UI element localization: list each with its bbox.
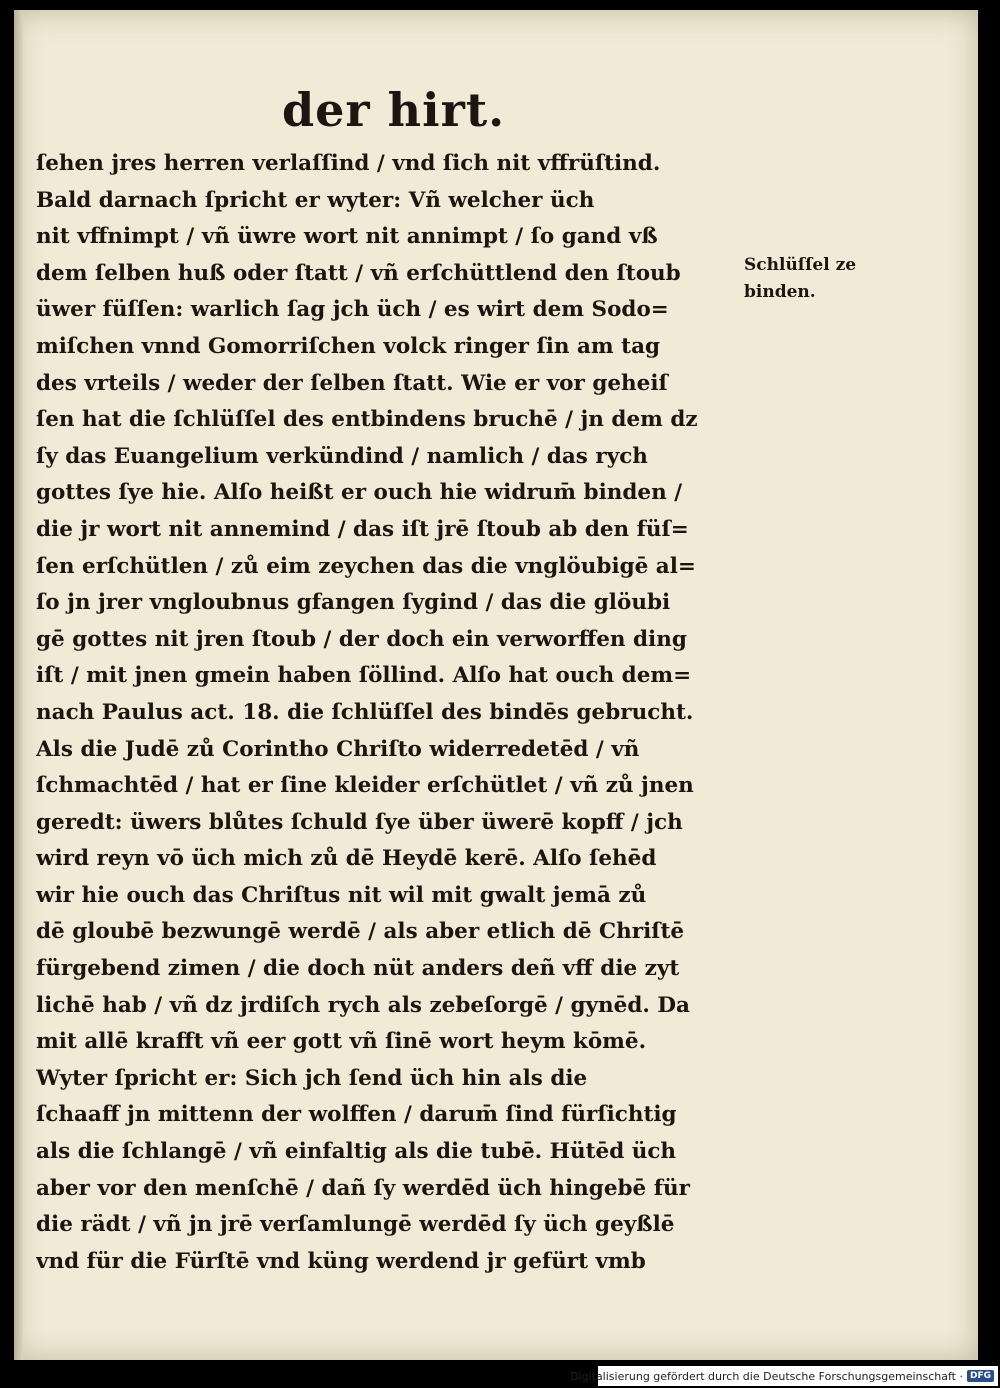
text-line: gottes ſye hie. Alſo heißt er ouch hie widrum̄ binden / (36, 480, 683, 506)
text-line: des vrteils / weder der ſelben ſtatt. Wie er vor geheiſ (36, 370, 668, 396)
footer-text: Digitalisierung gefördert durch die Deutsche Forschungsgemeinschaft · (570, 1369, 963, 1383)
text-line: wird reyn vō üch mich zů dē Heydē kerē. Alſo ſehēd (36, 846, 657, 872)
text-line: nit vffnimpt / vñ üwre wort nit annimpt / ſo gand vß (36, 224, 658, 250)
text-line: iſt / mit jnen gmein haben ſöllind. Alſo hat ouch dem= (36, 663, 692, 689)
text-line: dem ſelben huß oder ſtatt / vñ erſchüttlend den ſtoub (36, 260, 681, 286)
text-line: Als die Judē zů Corintho Chriſto widerredetēd / vñ (36, 736, 640, 762)
text-line: dē gloubē bezwungē werdē / als aber etlich dē Chriſtē (36, 919, 685, 945)
text-line: geredt: üwers blůtes ſchuld ſye über üwerē kopff / jch (36, 809, 683, 835)
margin-note (744, 252, 904, 306)
dfg-logo: DFG (967, 1370, 994, 1382)
margin-note-line: binden. (744, 282, 816, 302)
text-line: als die ſchlangē / vñ einfaltig als die tubē. Hütēd üch (36, 1139, 677, 1165)
page-title: der hirt. (282, 83, 506, 137)
text-line: ſchaaff jn mittenn der wolffen / darum̄ ſind fürſichtig (36, 1102, 677, 1128)
text-line: die rädt / vñ jn jrē verſamlungē werdēd ſy üch geyßlē (36, 1212, 675, 1238)
text-line: ſy das Euangelium verkündind / namlich / das rych (36, 443, 648, 469)
margin-note-line: Schlüſſel ze (744, 255, 857, 275)
body-text (36, 146, 741, 1280)
text-line: ſchmachtēd / hat er ſine kleider erſchütlet / vñ zů jnen (36, 773, 694, 799)
text-line: ſen hat die ſchlüſſel des entbindens bruchē / jn dem dz (36, 407, 698, 433)
text-line: gē gottes nit jren ſtoub / der doch ein verworffen ding (36, 626, 687, 652)
footer-bar (570, 1366, 998, 1386)
book-page (14, 10, 978, 1360)
text-line: mit allē krafft vñ eer gott vñ ſinē wort heym kōmē. (36, 1029, 647, 1055)
text-line: ſo jn jrer vngloubnus gfangen ſygind / das die glöubi (36, 590, 671, 616)
text-line: fürgebend zimen / die doch nüt anders deñ vff die zyt (36, 956, 680, 982)
text-line: Wyter ſpricht er: Sich jch ſend üch hin als die (36, 1065, 588, 1091)
text-line: wir hie ouch das Chriſtus nit wil mit gwalt jemā zů (36, 882, 647, 908)
text-line: aber vor den menſchē / dañ ſy werdēd üch hingebē für (36, 1175, 690, 1201)
text-line: die jr wort nit annemind / das iſt jrē ſtoub ab den füſ= (36, 516, 689, 542)
text-line: miſchen vnnd Gomorriſchen volck ringer ſin am tag (36, 333, 661, 359)
text-line: ſen erſchütlen / zů eim zeychen das die vnglöubigē al= (36, 553, 696, 579)
text-line: Bald darnach ſpricht er wyter: Vñ welcher üch (36, 187, 595, 213)
text-line: ſehen jres herren verlaſſind / vnd ſich nit vffrüſtind. (36, 151, 661, 176)
text-line: lichē hab / vñ dz jrdiſch rych als zebeſorgē / gynēd. Da (36, 992, 690, 1018)
text-line: üwer füſſen: warlich ſag jch üch / es wirt dem Sodo= (36, 297, 669, 323)
text-line: nach Paulus act. 18. die ſchlüſſel des bindēs gebrucht. (36, 699, 694, 725)
text-line: vnd für die Fürſtē vnd küng werdend jr gefürt vmb (36, 1248, 646, 1274)
